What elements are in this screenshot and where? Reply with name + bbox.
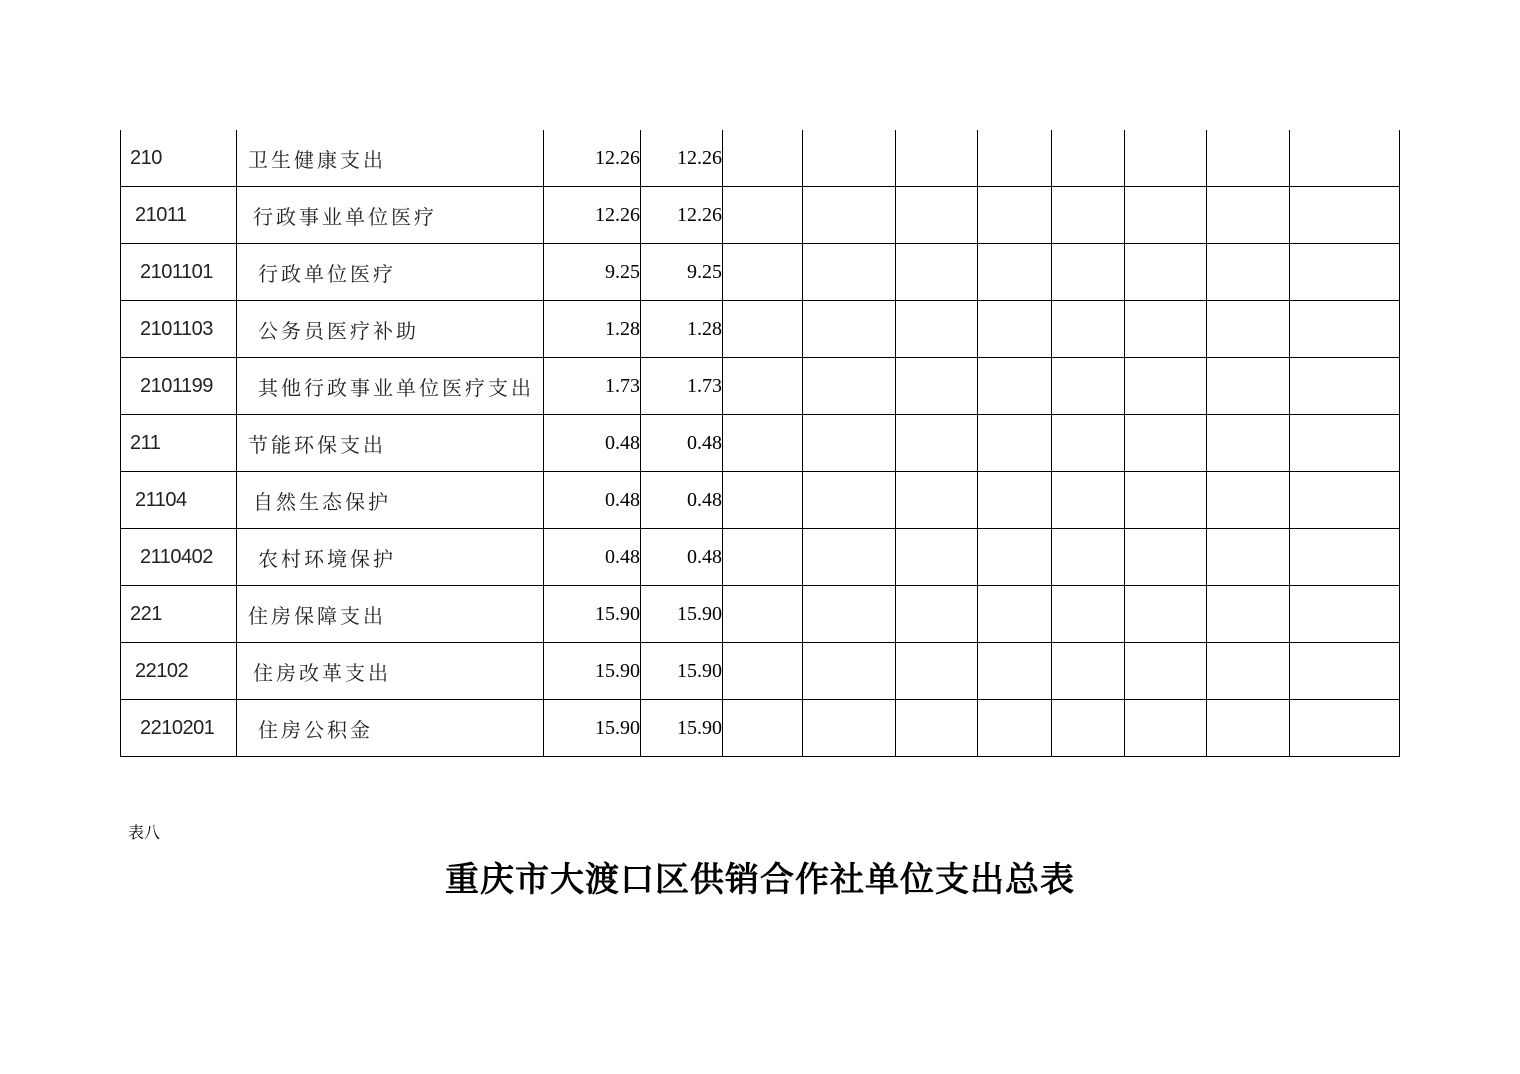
- empty-cell: [723, 415, 803, 472]
- empty-cell: [803, 529, 896, 586]
- empty-cell: [723, 301, 803, 358]
- empty-cell: [723, 700, 803, 757]
- empty-cell: [896, 187, 978, 244]
- empty-cell: [803, 130, 896, 187]
- total-amount-cell: 0.48: [544, 529, 641, 586]
- empty-cell: [723, 244, 803, 301]
- empty-cell: [978, 700, 1052, 757]
- empty-cell: [978, 244, 1052, 301]
- basic-expenditure-cell: 9.25: [641, 244, 723, 301]
- empty-cell: [896, 130, 978, 187]
- empty-cell: [1290, 700, 1400, 757]
- empty-cell: [1207, 358, 1290, 415]
- empty-cell: [1207, 472, 1290, 529]
- basic-expenditure-cell: 12.26: [641, 130, 723, 187]
- subject-name-cell: 公务员医疗补助: [237, 301, 544, 358]
- empty-cell: [1052, 472, 1125, 529]
- empty-cell: [1052, 130, 1125, 187]
- empty-cell: [978, 187, 1052, 244]
- subject-code-cell: 21104: [121, 472, 237, 529]
- table-row: [121, 700, 1400, 757]
- empty-cell: [896, 700, 978, 757]
- empty-cell: [1125, 358, 1207, 415]
- empty-cell: [1125, 187, 1207, 244]
- empty-cell: [1052, 529, 1125, 586]
- basic-expenditure-cell: 15.90: [641, 700, 723, 757]
- subject-code-cell: 2110402: [121, 529, 237, 586]
- empty-cell: [978, 472, 1052, 529]
- empty-cell: [1052, 700, 1125, 757]
- subject-code-cell: 2101199: [121, 358, 237, 415]
- empty-cell: [723, 586, 803, 643]
- empty-cell: [1052, 415, 1125, 472]
- empty-cell: [803, 244, 896, 301]
- total-amount-cell: 1.73: [544, 358, 641, 415]
- empty-cell: [978, 529, 1052, 586]
- empty-cell: [723, 187, 803, 244]
- total-amount-cell: 0.48: [544, 415, 641, 472]
- empty-cell: [1052, 643, 1125, 700]
- empty-cell: [1125, 244, 1207, 301]
- table-row: [121, 586, 1400, 643]
- empty-cell: [1207, 130, 1290, 187]
- basic-expenditure-cell: 15.90: [641, 643, 723, 700]
- empty-cell: [803, 586, 896, 643]
- empty-cell: [896, 586, 978, 643]
- empty-cell: [723, 130, 803, 187]
- empty-cell: [1290, 301, 1400, 358]
- empty-cell: [1207, 643, 1290, 700]
- empty-cell: [896, 529, 978, 586]
- empty-cell: [1052, 586, 1125, 643]
- empty-cell: [1290, 415, 1400, 472]
- subject-code-cell: 21011: [121, 187, 237, 244]
- subject-code-cell: 221: [121, 586, 237, 643]
- table-row: [121, 130, 1400, 187]
- empty-cell: [803, 415, 896, 472]
- table-row: [121, 301, 1400, 358]
- empty-cell: [896, 301, 978, 358]
- empty-cell: [896, 472, 978, 529]
- empty-cell: [803, 700, 896, 757]
- empty-cell: [978, 586, 1052, 643]
- empty-cell: [896, 358, 978, 415]
- table-row: [121, 244, 1400, 301]
- empty-cell: [723, 529, 803, 586]
- total-amount-cell: 1.28: [544, 301, 641, 358]
- empty-cell: [1290, 358, 1400, 415]
- empty-cell: [1207, 529, 1290, 586]
- subject-code-cell: 211: [121, 415, 237, 472]
- basic-expenditure-cell: 1.73: [641, 358, 723, 415]
- basic-expenditure-cell: 15.90: [641, 586, 723, 643]
- empty-cell: [1125, 700, 1207, 757]
- empty-cell: [1207, 244, 1290, 301]
- empty-cell: [978, 643, 1052, 700]
- empty-cell: [803, 358, 896, 415]
- subject-name-cell: 自然生态保护: [237, 472, 544, 529]
- document-title: 重庆市大渡口区供销合作社单位支出总表: [445, 860, 1075, 900]
- table-row: [121, 187, 1400, 244]
- subject-name-cell: 农村环境保护: [237, 529, 544, 586]
- table-row: [121, 643, 1400, 700]
- empty-cell: [1125, 130, 1207, 187]
- subject-name-cell: 卫生健康支出: [237, 130, 544, 187]
- subject-name-cell: 其他行政事业单位医疗支出: [237, 358, 544, 415]
- empty-cell: [803, 472, 896, 529]
- empty-cell: [1207, 586, 1290, 643]
- empty-cell: [723, 358, 803, 415]
- basic-expenditure-cell: 0.48: [641, 472, 723, 529]
- total-amount-cell: 0.48: [544, 472, 641, 529]
- empty-cell: [1052, 187, 1125, 244]
- subject-name-cell: 行政事业单位医疗: [237, 187, 544, 244]
- empty-cell: [1290, 187, 1400, 244]
- empty-cell: [1125, 586, 1207, 643]
- empty-cell: [1052, 301, 1125, 358]
- empty-cell: [1125, 301, 1207, 358]
- table-row: [121, 415, 1400, 472]
- empty-cell: [1290, 130, 1400, 187]
- empty-cell: [978, 301, 1052, 358]
- subject-code-cell: 22102: [121, 643, 237, 700]
- subject-code-cell: 2210201: [121, 700, 237, 757]
- subject-code-cell: 210: [121, 130, 237, 187]
- subject-name-cell: 住房公积金: [237, 700, 544, 757]
- basic-expenditure-cell: 0.48: [641, 415, 723, 472]
- empty-cell: [1052, 358, 1125, 415]
- empty-cell: [896, 415, 978, 472]
- basic-expenditure-cell: 1.28: [641, 301, 723, 358]
- total-amount-cell: 15.90: [544, 586, 641, 643]
- subject-name-cell: 住房改革支出: [237, 643, 544, 700]
- empty-cell: [1290, 244, 1400, 301]
- total-amount-cell: 12.26: [544, 187, 641, 244]
- empty-cell: [803, 643, 896, 700]
- expenditure-table: [120, 130, 1400, 757]
- table-row: [121, 529, 1400, 586]
- total-amount-cell: 9.25: [544, 244, 641, 301]
- basic-expenditure-cell: 0.48: [641, 529, 723, 586]
- empty-cell: [1290, 472, 1400, 529]
- total-amount-cell: 12.26: [544, 130, 641, 187]
- empty-cell: [1207, 700, 1290, 757]
- subject-code-cell: 2101103: [121, 301, 237, 358]
- empty-cell: [723, 472, 803, 529]
- empty-cell: [1290, 586, 1400, 643]
- empty-cell: [978, 358, 1052, 415]
- empty-cell: [1207, 415, 1290, 472]
- empty-cell: [1052, 244, 1125, 301]
- empty-cell: [803, 301, 896, 358]
- table-row: [121, 358, 1400, 415]
- empty-cell: [1207, 187, 1290, 244]
- empty-cell: [1125, 643, 1207, 700]
- table-row: [121, 472, 1400, 529]
- table-body: [121, 130, 1400, 757]
- empty-cell: [1290, 529, 1400, 586]
- table-number-label: 表八: [128, 823, 161, 842]
- empty-cell: [1125, 472, 1207, 529]
- empty-cell: [896, 244, 978, 301]
- empty-cell: [1125, 529, 1207, 586]
- total-amount-cell: 15.90: [544, 643, 641, 700]
- empty-cell: [978, 415, 1052, 472]
- total-amount-cell: 15.90: [544, 700, 641, 757]
- empty-cell: [803, 187, 896, 244]
- empty-cell: [978, 130, 1052, 187]
- basic-expenditure-cell: 12.26: [641, 187, 723, 244]
- subject-name-cell: 住房保障支出: [237, 586, 544, 643]
- subject-code-cell: 2101101: [121, 244, 237, 301]
- empty-cell: [723, 643, 803, 700]
- subject-name-cell: 行政单位医疗: [237, 244, 544, 301]
- empty-cell: [1125, 415, 1207, 472]
- subject-name-cell: 节能环保支出: [237, 415, 544, 472]
- empty-cell: [1207, 301, 1290, 358]
- empty-cell: [896, 643, 978, 700]
- empty-cell: [1290, 643, 1400, 700]
